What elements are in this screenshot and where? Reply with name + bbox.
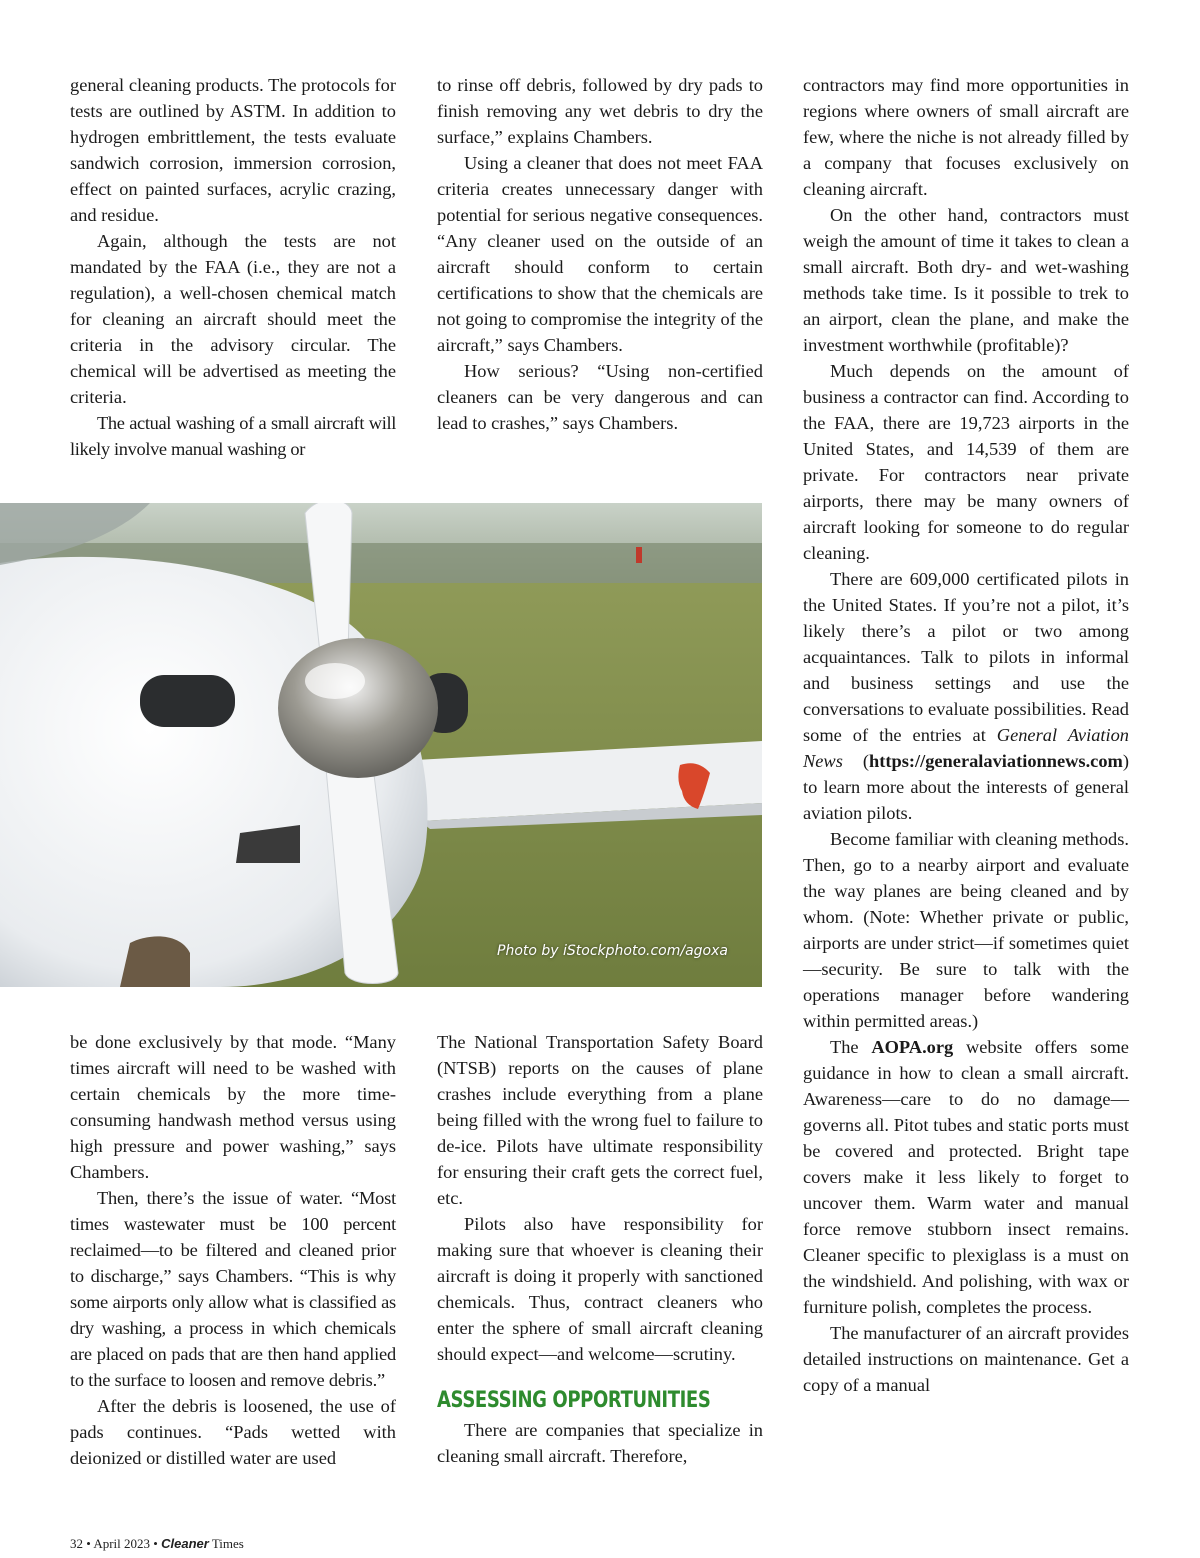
paragraph: Much depends on the amount of business a contractor can find. According to the FAA, there are 19,723 airports in the United States, and 14,539 of them are private. For contractors near private airports, there may be many owners of aircraft looking for someone to do regular cleaning. [803, 361, 1129, 563]
exhaust-pipe [120, 936, 190, 987]
paragraph: There are 609,000 certificated pilots in the United States. If you’re not a pilot, it’s likely there’s a pilot or two among acquaintances. Talk to pilots in informal and business settings and use the conversations to evaluate possibilities. Read some of the entries at General Aviation News (https://generalaviationnews.com) to learn more about the interests of general aviation pilots. [803, 569, 1130, 823]
column-1-bottom [70, 1029, 396, 1471]
page-number: 32 [70, 1536, 83, 1551]
paragraph: Then, there’s the issue of water. “Most times wastewater must be 100 percent reclaimed—to be filtered and cleaned prior to discharge,” says Chambers. “This is why some airports only allow what is classified as dry washing, a process in which chemicals are placed on pads that are then hand applied to the surface to loosen and remove debris.” [70, 1188, 396, 1390]
aircraft-propeller-illustration [0, 503, 762, 987]
section-heading: ASSESSING OPPORTUNITIES [437, 1388, 711, 1413]
paragraph: general cleaning products. The protocols for tests are outlined by ASTM. In addition to hydrogen embrittlement, the tests evaluate sandwich corrosion, immersion corrosion, effect on painted surfaces, acrylic crazing, and residue. [70, 75, 396, 225]
aircraft-photo [0, 503, 762, 987]
paragraph: The manufacturer of an aircraft provides detailed instructions on maintenance. Get a copy of a manual [803, 1323, 1129, 1395]
paragraph: The AOPA.org website offers some guidance in how to clean a small aircraft. Awareness—care to do no damage—governs all. Pitot tubes and static ports must be covered and protected. Bright tape covers make it less likely to forget to uncover them. Warm water and manual force remove stubborn insect remains. Cleaner specific to plexiglass is a must on the windshield. And polishing, with wax or furniture polish, completes the process. [803, 1037, 1129, 1317]
column-1-top [70, 72, 396, 462]
paragraph: The National Transportation Safety Board (NTSB) reports on the causes of plane crashes include everything from a plane being filled with the wrong fuel to failure to de-ice. Pilots have ultimate responsibility for ensuring their craft gets the correct fuel, etc. [437, 1032, 763, 1208]
paragraph: to rinse off debris, followed by dry pads to finish removing any wet debris to dry the surface,” explains Chambers. [437, 75, 763, 147]
website-link[interactable]: https://generalaviationnews.com [868, 751, 1123, 771]
photo-credit: Photo by iStockphoto.com/agoxa [497, 943, 728, 959]
issue-date: April 2023 [93, 1536, 151, 1551]
red-marker [636, 547, 642, 563]
paragraph: Using a cleaner that does not meet FAA criteria creates unnecessary danger with potential for serious negative consequences. “Any cleaner used on the outside of an aircraft should conform to certain certifications to show that the chemicals are not going to compromise the integrity of the aircraft,” says Chambers. [437, 153, 763, 355]
paragraph: There are companies that specialize in cleaning small aircraft. Therefore, [437, 1420, 763, 1466]
column-2-top [437, 72, 763, 436]
paragraph: On the other hand, contractors must weigh the amount of time it takes to clean a small aircraft. Both dry- and wet-washing methods take time. Is it possible to trek to an airport, clean the plane, and make the investment worthwhile (profitable)? [803, 205, 1129, 355]
paragraph: be done exclusively by that mode. “Many times aircraft will need to be washed with certain chemicals by the more time-consuming handwash method versus using high pressure and power washing,” says Chambers. [70, 1032, 396, 1182]
paragraph: Pilots also have responsibility for making sure that whoever is cleaning their aircraft is doing it properly with sanctioned chemicals. Thus, contract cleaners who enter the sphere of small aircraft cleaning should expect—and welcome—scrutiny. [437, 1214, 763, 1364]
magazine-name: Cleaner [161, 1536, 209, 1551]
air-intake-left [140, 675, 235, 727]
column-2-bottom [437, 1029, 763, 1469]
paragraph: contractors may find more opportunities in regions where owners of small aircraft are few, where the niche is not already filled by a company that focuses exclusively on cleaning aircraft. [803, 75, 1129, 199]
spinner-highlight [305, 663, 365, 699]
propeller-spinner [278, 638, 438, 778]
paragraph: The actual washing of a small aircraft will likely involve manual washing or [70, 413, 396, 459]
paragraph: How serious? “Using non-certified cleaners can be very dangerous and can lead to crashes,” says Chambers. [437, 361, 763, 433]
column-3 [803, 72, 1129, 1398]
website-link[interactable]: AOPA.org [871, 1037, 954, 1057]
publication-title: General Aviation News [803, 725, 1130, 771]
magazine-name-suffix: Times [211, 1536, 244, 1551]
paragraph: After the debris is loosened, the use of pads continues. “Pads wetted with deionized or distilled water are used [70, 1396, 396, 1468]
paragraph: Become familiar with cleaning methods. Then, go to a nearby airport and evaluate the way planes are being cleaned and by whom. (Note: Whether private or public, airports are under strict—if sometimes quiet—security. Be sure to talk with the operations manager before wandering within permitted areas.) [803, 829, 1129, 1031]
paragraph: Again, although the tests are not mandated by the FAA (i.e., they are not a regulation), a well-chosen chemical match for cleaning an aircraft should meet the criteria in the advisory circular. The chemical will be advertised as meeting the criteria. [70, 231, 396, 407]
page-footer: 32 • April 2023 • Cleaner Times [70, 1536, 244, 1551]
